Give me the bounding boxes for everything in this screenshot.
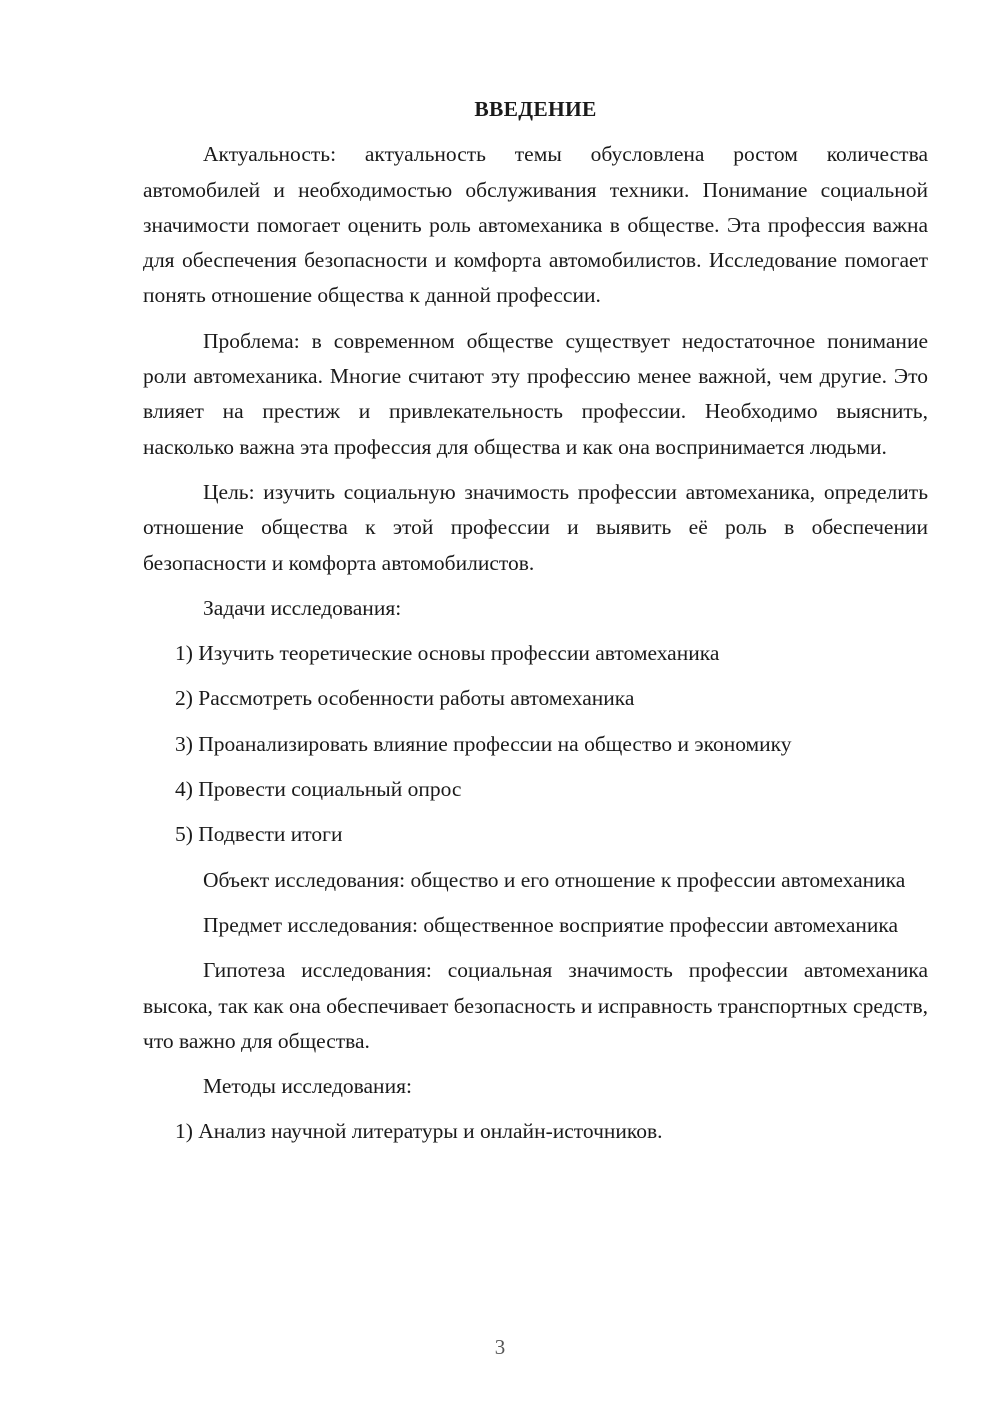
relevance-paragraph: Актуальность: актуальность темы обусловлена ростом количества автомобилей и необходимостью обслуживания техники. Понимание социальной значимости помогает оценить роль автомеханика в обществе. Эта профессия важна для обеспечения безопасности и комфорта автомобилистов. Исследование помогает понять отношение общества к данной профессии. [143, 142, 928, 308]
hypothesis-paragraph: Гипотеза исследования: социальная значимость профессии автомеханика высока, так как она обеспечивает безопасность и исправность транспортных средств, что важно для общества. [143, 958, 928, 1053]
subject-paragraph: Предмет исследования: общественное восприятие профессии автомеханика [203, 912, 899, 937]
section-heading: ВВЕДЕНИЕ [474, 97, 597, 121]
list-item-task-4: 4) Провести социальный опрос [175, 777, 462, 802]
list-item-task-2: 2) Рассмотреть особенности работы автомеханика [175, 686, 635, 711]
object-paragraph: Объект исследования: общество и его отношение к профессии автомеханика [203, 867, 906, 892]
document-page [143, 92, 928, 1160]
tasks-list [143, 636, 928, 852]
methods-title: Методы исследования: [203, 1074, 412, 1099]
list-item-task-1: 1) Изучить теоретические основы профессии автомеханика [175, 641, 720, 666]
goal-paragraph: Цель: изучить социальную значимость профессии автомеханика, определить отношение общества к этой профессии и выявить её роль в обеспечении безопасности и комфорта автомобилистов. [143, 479, 928, 575]
list-item-method-1: 1) Анализ научной литературы и онлайн-источников. [175, 1119, 663, 1144]
page-number: 3 [494, 1335, 506, 1359]
methods-list [143, 1114, 928, 1149]
tasks-title: Задачи исследования: [203, 595, 402, 620]
list-item-task-5: 5) Подвести итоги [175, 822, 343, 847]
list-item-task-3: 3) Проанализировать влияние профессии на общество и экономику [175, 731, 792, 756]
problem-paragraph: Проблема: в современном обществе существует недостаточное понимание роли автомеханика. Многие считают эту профессию менее важной, чем другие. Это влияет на престиж и привлекательность профессии. Необходимо выяснить, насколько важна эта профессия для общества и как она воспринимается людьми. [143, 328, 928, 459]
